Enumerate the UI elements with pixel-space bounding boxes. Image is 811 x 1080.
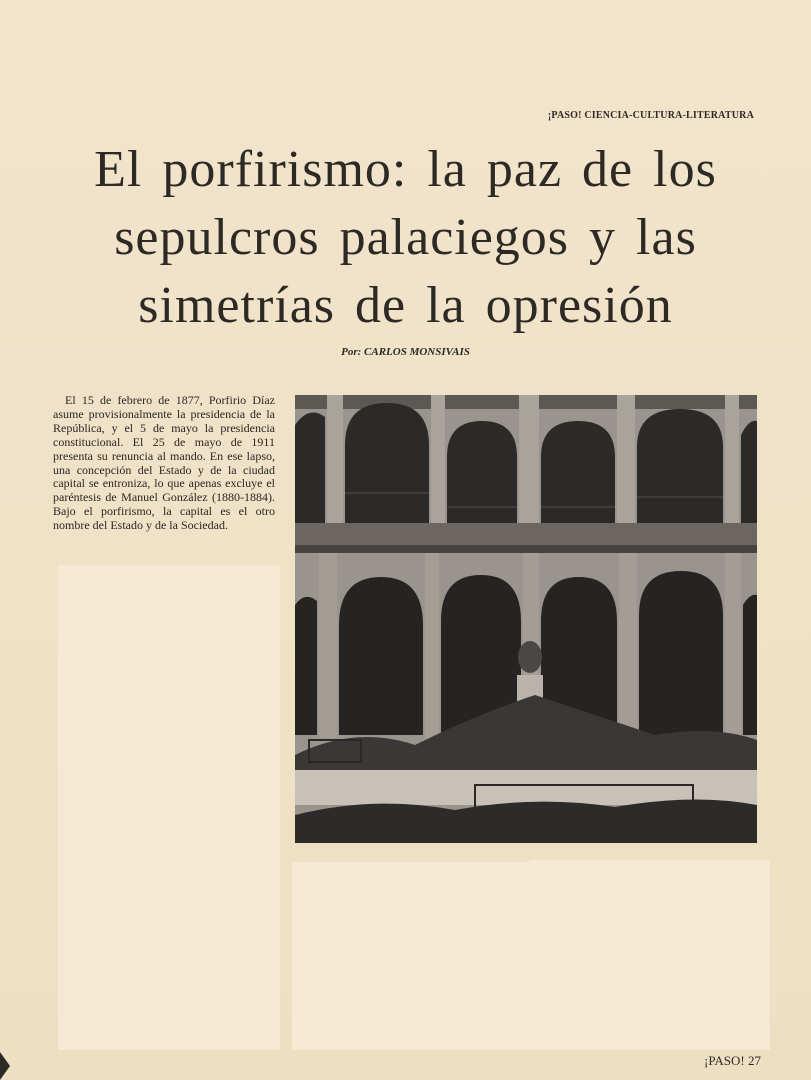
blank-lower-left-area bbox=[292, 862, 530, 1050]
page-number: ¡PASO! 27 bbox=[704, 1053, 761, 1068]
title-line: simetrías de la opresión bbox=[138, 277, 673, 334]
article-title bbox=[40, 136, 771, 340]
page-edge-mark bbox=[0, 1052, 10, 1080]
section-label: ¡PASO! CIENCIA-CULTURA-LITERATURA bbox=[547, 110, 754, 121]
article-body: El 15 de febrero de 1877, Porfirio Díaz asume provisionalmente la presidencia de la República, y el 5 de mayo la presidencia constitucional. El 25 de mayo de 1911 presenta su renuncia al mando. En ese lapso, una concepción del Estado y de la ciudad capital se entroniza, lo que apenas excluye el paréntesis de Manuel González (1880-1884). Bajo el porfirismo, la capital es el otro nombre del Estado y de la Sociedad. bbox=[53, 393, 275, 533]
blank-lower-right-area bbox=[530, 860, 770, 1050]
courtyard-photo-illustration bbox=[295, 395, 757, 843]
blank-column-area bbox=[58, 565, 280, 1050]
byline: Por: CARLOS MONSIVAIS bbox=[341, 346, 470, 358]
courtyard-photo bbox=[295, 395, 757, 843]
title-line: sepulcros palaciegos y las bbox=[114, 209, 697, 266]
title-line: El porfirismo: la paz de los bbox=[94, 141, 717, 198]
